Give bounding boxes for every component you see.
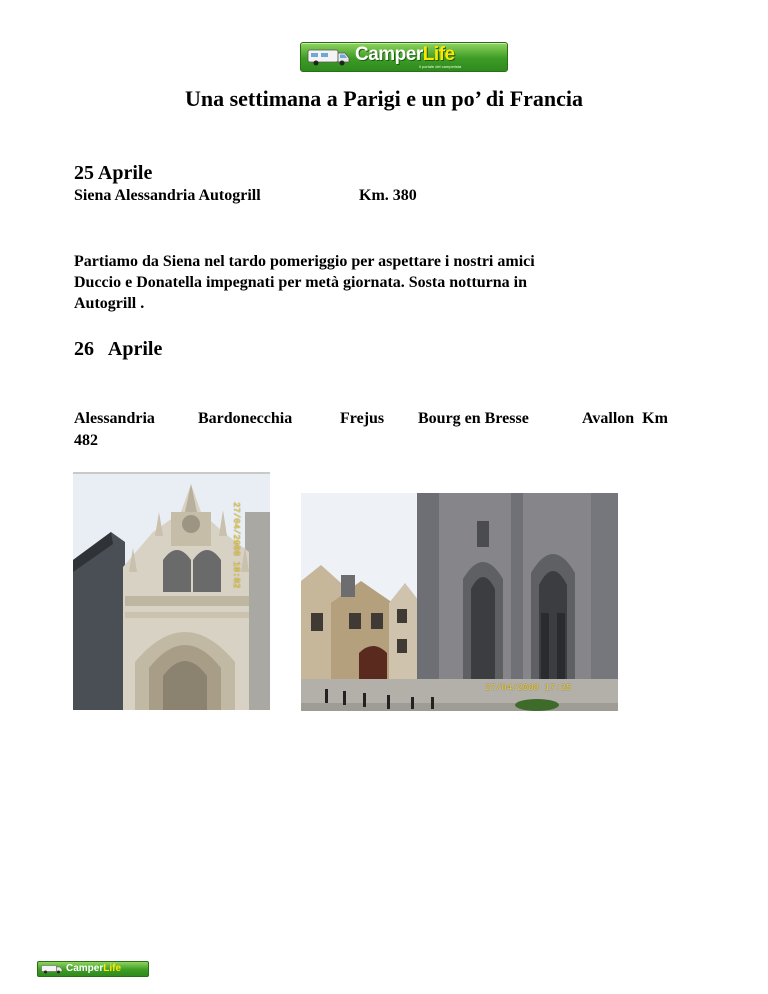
- day1-paragraph-line-3: Autogrill .: [74, 295, 145, 312]
- day2-stop-1: Alessandria: [74, 410, 155, 427]
- document-title: Una settimana a Parigi e un po’ di Francia: [184, 86, 584, 111]
- day1-heading: 25 Aprile: [74, 162, 153, 184]
- day2-heading: 26 Aprile: [74, 338, 163, 360]
- footer-logo-brand: CamperLife: [66, 963, 122, 974]
- footer-camperlife-logo: [37, 961, 149, 977]
- camperlife-logo: [300, 42, 508, 72]
- camper-van-icon: [41, 964, 63, 974]
- logo-tagline: il portale del camperista: [419, 64, 462, 69]
- day1-paragraph-line-2: Duccio e Donatella impegnati per metà giornata. Sosta notturna in: [74, 274, 528, 291]
- day2-stop-4: Bourg en Bresse: [418, 410, 529, 427]
- day2-stop-3: Frejus: [340, 410, 385, 427]
- camper-van-icon: [307, 47, 351, 67]
- day2-stop-5: Avallon Km: [582, 410, 668, 427]
- photo-church-facade: [73, 472, 270, 710]
- photo-abbey-square: [301, 493, 618, 711]
- day1-distance: Km. 380: [359, 187, 417, 204]
- day1-route: Siena Alessandria Autogrill: [74, 187, 261, 204]
- day1-paragraph-line-1: Partiamo da Siena nel tardo pomeriggio per aspettare i nostri amici: [74, 253, 535, 270]
- photo-left-date-stamp: 27/04/2008 10:02: [231, 502, 241, 589]
- photo-right-date-stamp: 27/04/2008 17:25: [485, 683, 572, 693]
- day2-stop-2: Bardonecchia: [198, 410, 293, 427]
- day2-distance: 482: [74, 432, 98, 449]
- logo-brand: CamperLife: [355, 44, 455, 65]
